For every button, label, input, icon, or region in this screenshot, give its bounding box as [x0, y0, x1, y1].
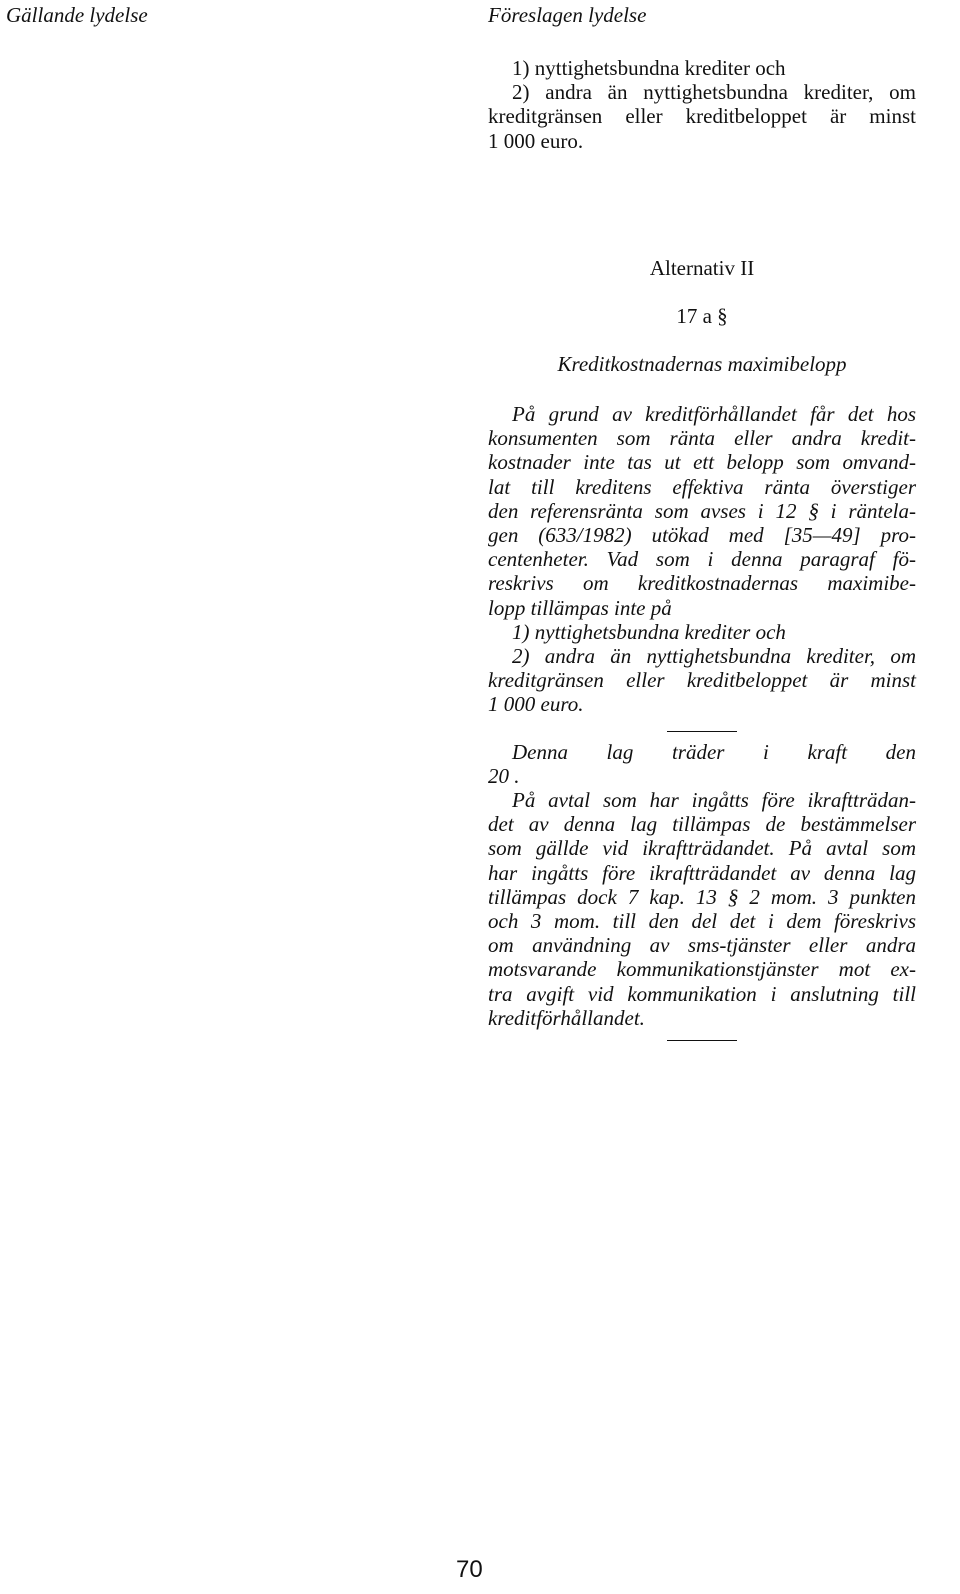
list-item-2-cont: kreditgränsen eller kreditbeloppet är minst: [488, 668, 916, 693]
transitional-line-3: som gällde vid ikraftträdandet. På avtal som: [488, 836, 916, 861]
alternative-2-heading: [488, 256, 916, 376]
transitional-line-6: och 3 mom. till den del det i dem föreskrivs: [488, 909, 916, 934]
body-line-2: konsumenten som ränta eller andra kredit-: [488, 426, 916, 451]
body-line-9: lopp tillämpas inte på: [488, 595, 672, 620]
section-number: 17 a §: [676, 304, 728, 328]
body-line-3: kostnader inte tas ut ett belopp som omvand-: [488, 450, 916, 475]
body-line-5: den referensränta som avses i 12 § i räntela-: [488, 498, 916, 523]
alternative-1-end: [488, 56, 916, 153]
transitional-line-10: kreditförhållandet.: [488, 1005, 645, 1030]
column-header-current: Gällande lydelse: [6, 3, 148, 27]
alt1-list-item-1: 1) nyttighetsbundna krediter och: [512, 56, 786, 80]
alt1-list-item-2: 2) andra än nyttighetsbundna krediter, om: [512, 80, 916, 105]
transitional-line-8: motsvarande kommunikationstjänster mot ex-: [488, 957, 916, 982]
body-line-7: centenheter. Vad som i denna paragraf fö-: [488, 547, 916, 572]
section-heading: Kreditkostnadernas maximibelopp: [557, 352, 847, 376]
body-line-1: På grund av kreditförhållandet får det hos: [512, 402, 916, 426]
section-body: [488, 402, 916, 1041]
alt1-list-item-2-end: 1 000 euro.: [488, 128, 584, 153]
end-rule: [667, 1040, 737, 1041]
list-item-2-end: 1 000 euro.: [488, 692, 584, 717]
transitional-line-9: tra avgift vid kommunikation i anslutning till: [488, 981, 916, 1006]
transitional-line-1: På avtal som har ingåtts före ikraftträdan-: [512, 788, 916, 813]
transitional-line-7: om användning av sms-tjänster eller andra: [488, 933, 916, 958]
alt1-list-item-2-cont: kreditgränsen eller kreditbeloppet är minst: [488, 104, 916, 129]
page-number: 70: [456, 1556, 483, 1583]
transitional-line-4: har ingåtts före ikraftträdandet av denna lag: [488, 860, 916, 885]
list-item-2: 2) andra än nyttighetsbundna krediter, om: [512, 644, 916, 669]
body-line-8: reskrivs om kreditkostnadernas maximibe-: [488, 571, 916, 596]
entry-into-force-line-1: Denna lag träder i kraft den: [512, 739, 916, 764]
column-header-proposed: Föreslagen lydelse: [488, 3, 647, 27]
transitional-line-5: tillämpas dock 7 kap. 13 § 2 mom. 3 punkten: [488, 884, 916, 909]
body-line-6: gen (633/1982) utökad med [35—49] pro-: [488, 523, 916, 548]
entry-into-force-line-2: 20 .: [488, 763, 520, 788]
alternative-title: Alternativ II: [649, 256, 755, 280]
body-line-4: lat till kreditens effektiva ränta överstiger: [488, 474, 916, 499]
transitional-line-2: det av denna lag tillämpas de bestämmelser: [488, 812, 916, 837]
list-item-1: 1) nyttighetsbundna krediter och: [512, 619, 786, 644]
